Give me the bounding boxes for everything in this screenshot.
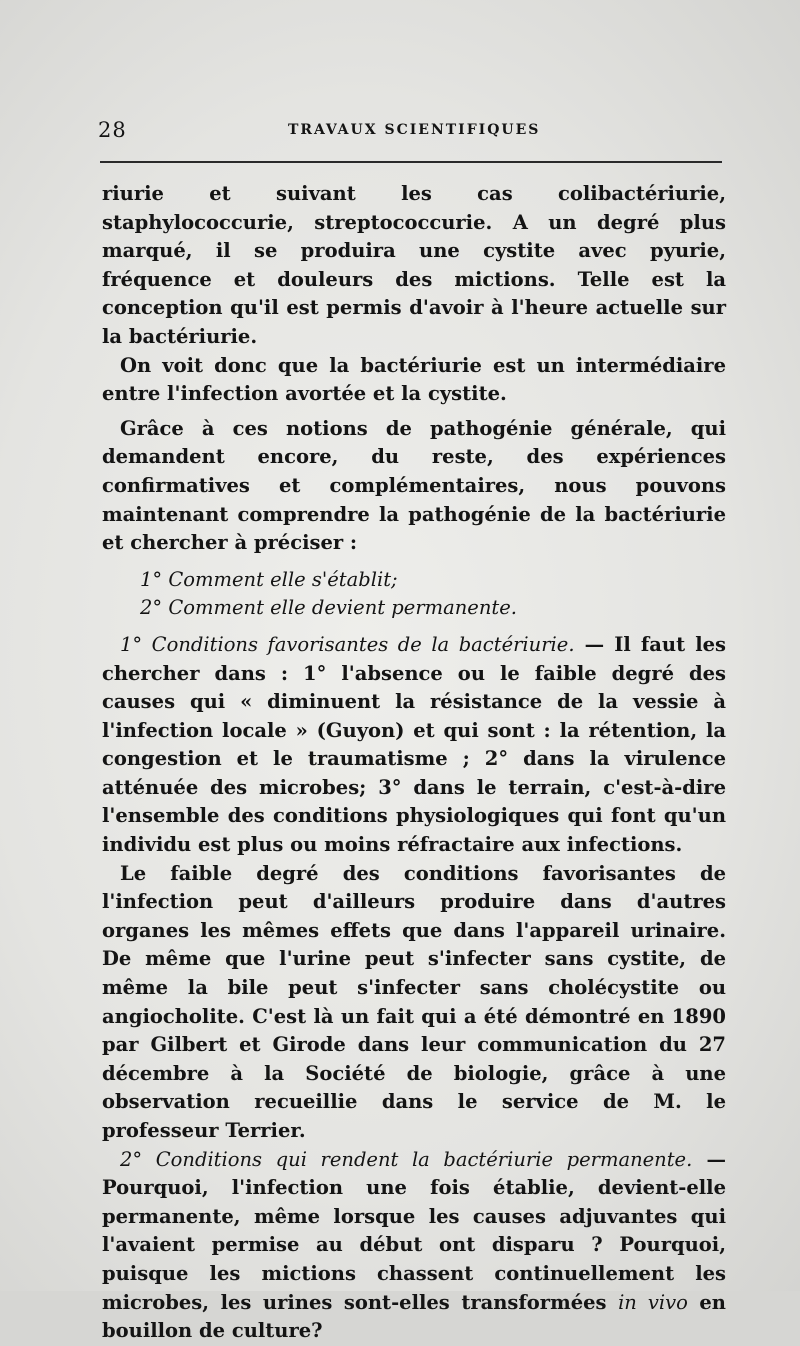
paragraph [102, 631, 726, 860]
paragraph: On voit donc que la bactériurie est un intermédiaire entre l'infection avortée et la cystite. [102, 353, 726, 406]
paragraph: Grâce à ces notions de pathogénie générale, qui demandent encore, du reste, des expériences confirmatives et complémentaires, nous pouvons maintenant comprendre la pathogénie de la bactériurie et chercher à préciser : [102, 416, 726, 555]
paragraph [102, 1146, 726, 1346]
paragraph: riurie et suivant les cas colibactériurie, staphylococcurie, streptococcurie. A un degré plus marqué, il se produira une cystite avec pyurie, fréquence et douleurs des mictions. Telle est la conception qu'il est permis d'avoir à l'heure actuelle sur la bactériurie. [102, 182, 726, 348]
paragraph-text: — Il faut les chercher dans : 1° l'absence ou le faible degré des causes qui « diminuent la résistance de la vessie à l'infection locale » (Guyon) et qui sont : la rétention, la congestion et le traumatisme ; 2° dans la virulence atténuée des microbes; 3° dans le terrain, c'est-à-dire l'ensemble des conditions physiologiques qui font qu'un individu est plus ou moins réfractaire aux infections. [102, 632, 727, 857]
body-text [102, 180, 726, 1346]
page-header [98, 118, 724, 146]
latin-term: in vivo [618, 1290, 688, 1314]
section-heading: 2° Conditions qui rendent la bactériurie permanente. [120, 1147, 693, 1171]
header-rule [100, 161, 722, 163]
paragraph-text: — Pourquoi, l'infection une fois établie, devient-elle permanente, même lorsque les causes adjuvantes qui l'avaient permise au début ont disparu ? Pourquoi, puisque les mictions chassent continuellement les microbes, les urines sont-elles transformées [102, 1147, 726, 1314]
page-number: 28 [98, 118, 127, 142]
running-title: TRAVAUX SCIENTIFIQUES [288, 122, 541, 138]
paragraph: Le faible degré des conditions favorisantes de l'infection peut d'ailleurs produire dans d'autres organes les mêmes effets que dans l'appareil urinaire. De même que l'urine peut s'infecter sans cystite, de même la bile peut s'infecter sans cholécystite ou angiocholite. C'est là un fait qui a été démontré en 1890 par Gilbert et Girode dans leur communication du 27 décembre à la Société de biologie, grâce à une observation recueillie dans le service de M. le professeur Terrier. [102, 861, 726, 1142]
enumeration-item: 1° Comment elle s'établit; [140, 567, 398, 591]
section-heading: 1° Conditions favorisantes de la bactériurie. [120, 632, 575, 656]
paragraph-text: en bouillon de culture? [102, 1290, 726, 1343]
enumeration-item: 2° Comment elle devient permanente. [140, 596, 517, 620]
